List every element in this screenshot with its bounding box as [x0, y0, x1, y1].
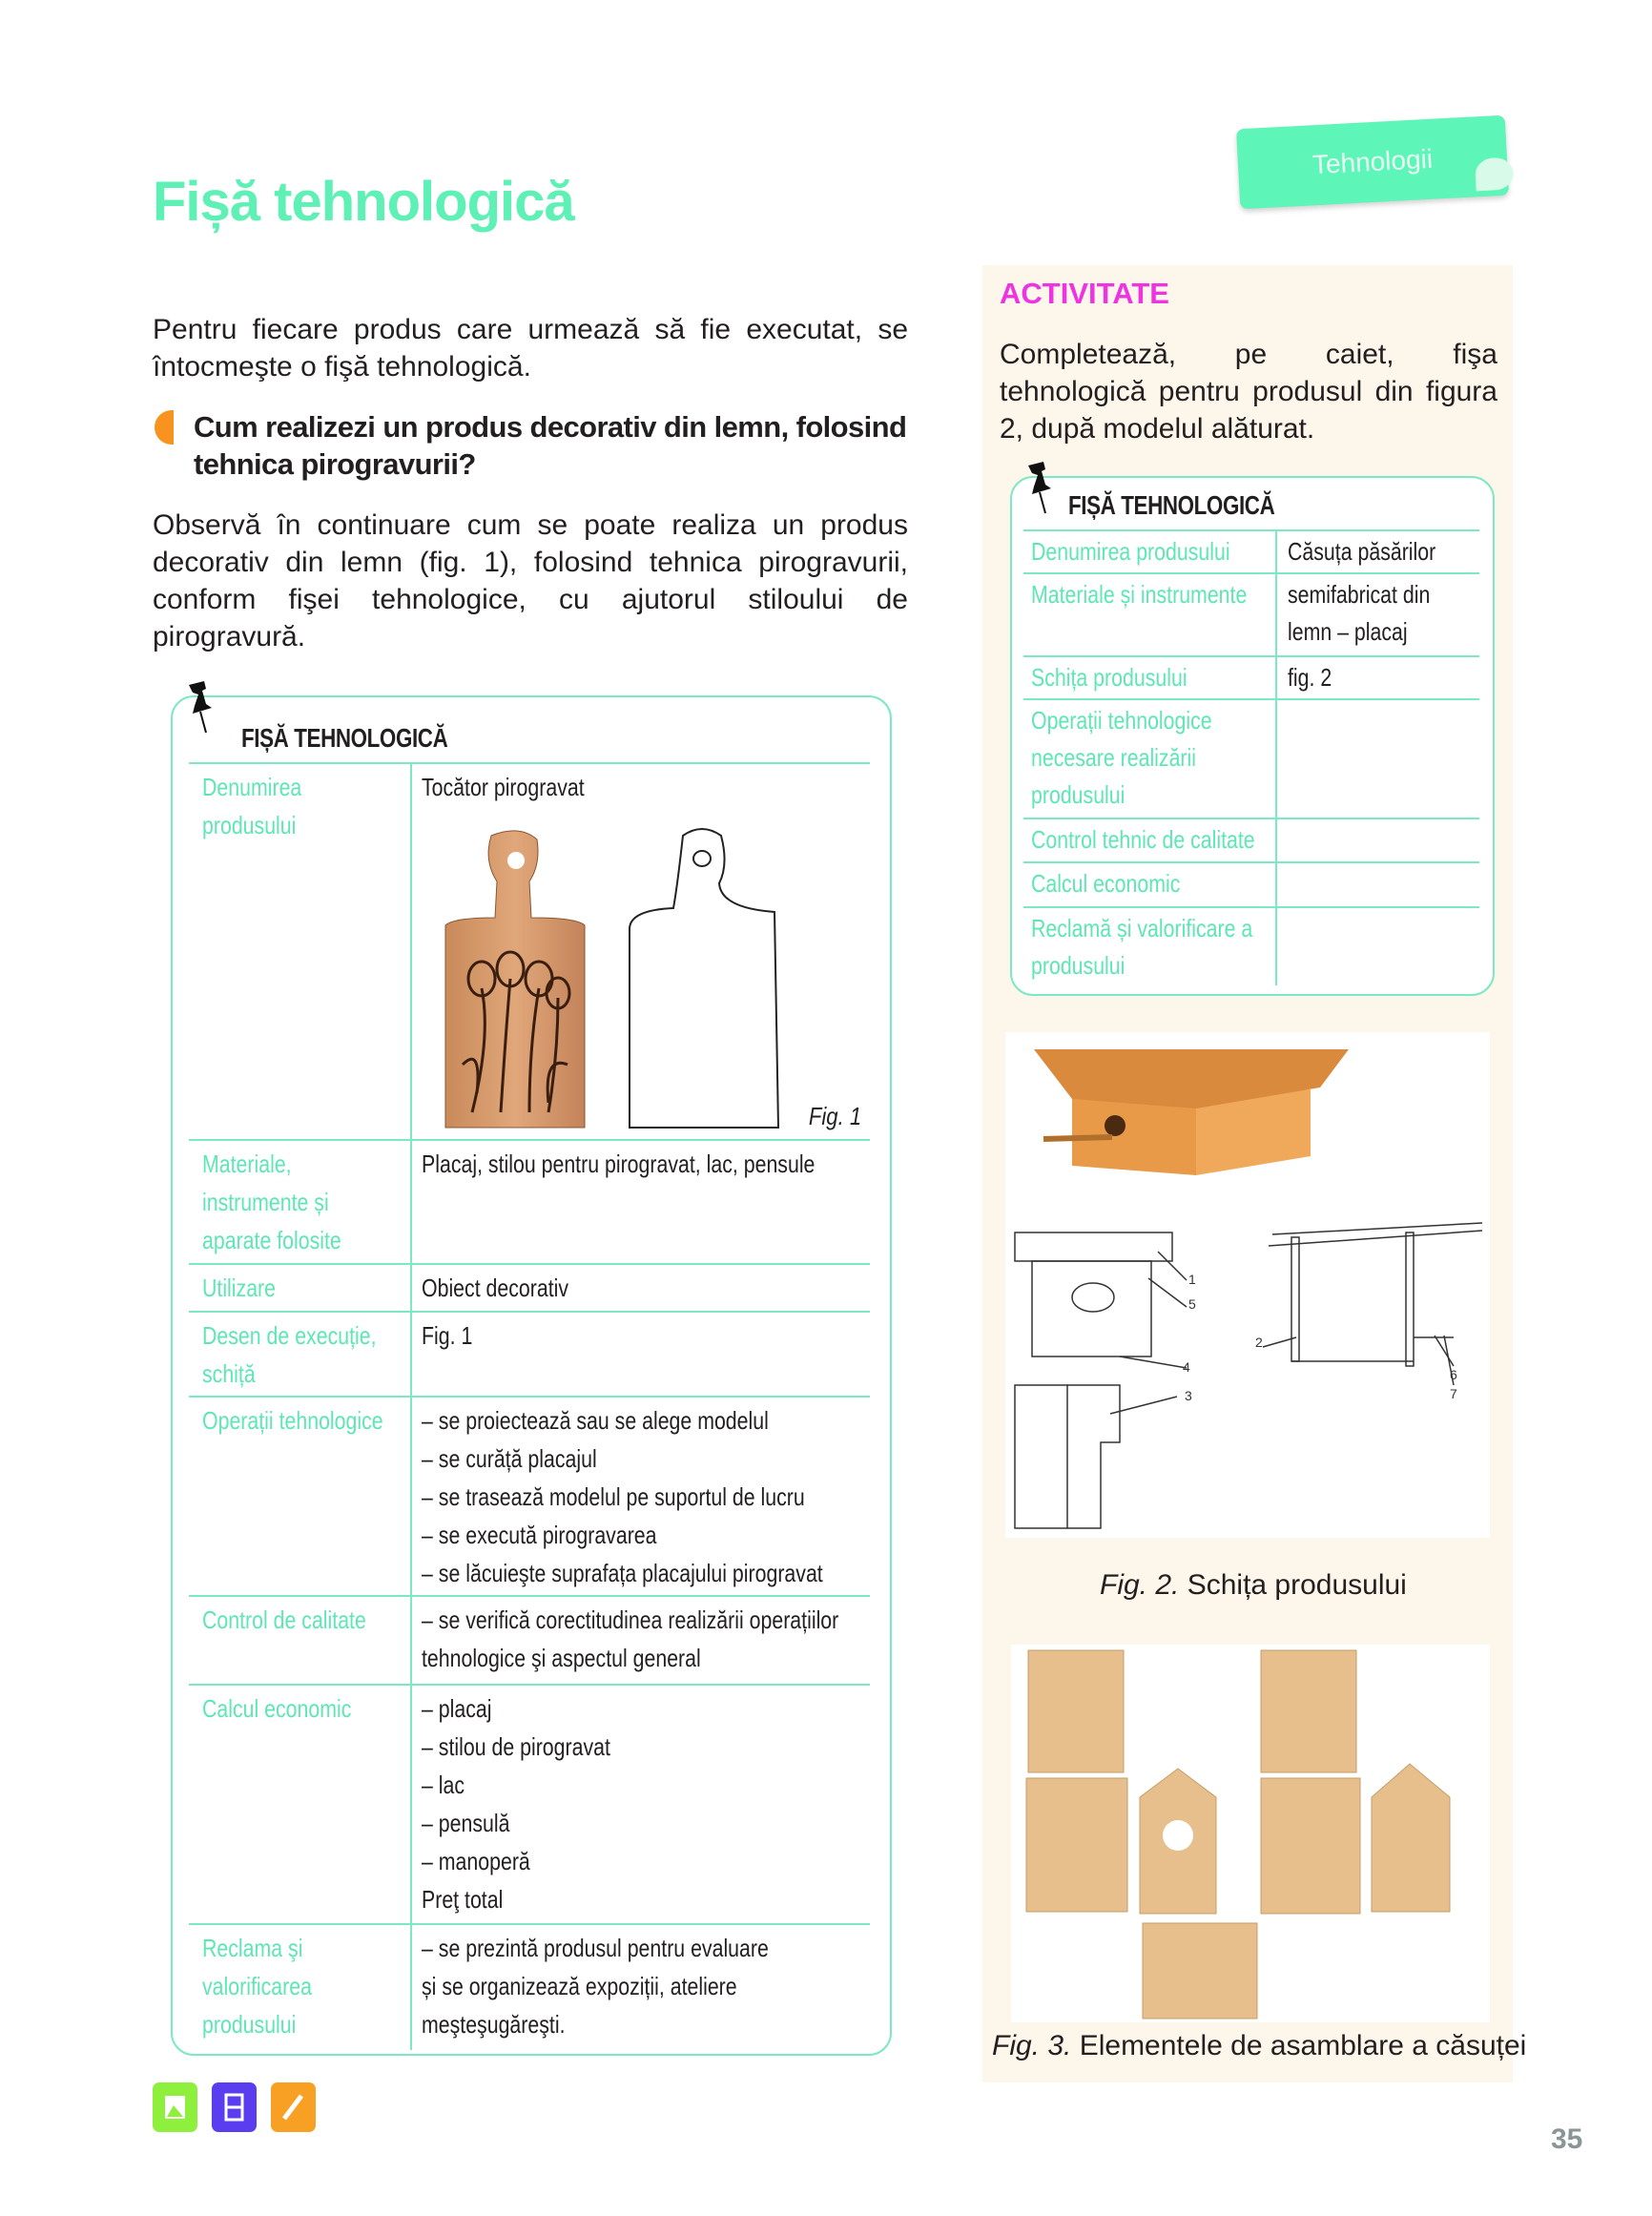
- row-value: Fig. 1: [422, 1321, 473, 1350]
- fig2-callout-7: 7: [1450, 1386, 1457, 1401]
- activity-heading: ACTIVITATE: [1000, 277, 1169, 310]
- row-value: Placaj, stilou pentru pirogravat, lac, pensule: [422, 1149, 816, 1178]
- row-value: – placaj: [422, 1694, 492, 1723]
- fig3-number: Fig. 3.: [992, 2030, 1072, 2061]
- fig2-callout-6: 6: [1450, 1367, 1457, 1382]
- row-label: Reclamă și valorificare a: [1031, 914, 1253, 942]
- row-value: Căsuța păsărilor: [1288, 537, 1436, 566]
- row-label: Control tehnic de calitate: [1031, 825, 1255, 854]
- page-curl-decoration: [1475, 156, 1515, 191]
- fig3-caption: [992, 2030, 1526, 2062]
- pushpin-icon: [1021, 460, 1063, 517]
- row-value: Obiect decorativ: [422, 1274, 569, 1302]
- fig2-caption: [1100, 1569, 1407, 1602]
- row-label: Utilizare: [202, 1274, 277, 1302]
- row-value: Preţ total: [422, 1885, 504, 1914]
- page-number: 35: [1551, 2123, 1583, 2155]
- row-label: Reclama şi: [202, 1934, 303, 1962]
- fig3-birdhouse-parts-image: [1011, 1645, 1490, 2022]
- row-value: lemn – placaj: [1288, 617, 1408, 646]
- row-label: necesare realizării: [1031, 743, 1197, 772]
- fig2-callout-4: 4: [1183, 1359, 1190, 1375]
- row-label: Calcul economic: [202, 1694, 352, 1723]
- question-marker-icon: [155, 410, 174, 445]
- row-divider: [1023, 906, 1479, 908]
- row-divider: [1023, 572, 1479, 574]
- activity-text: Completează, pe caiet, fişa tehnologică pentru produsul din figura 2, după modelul alăturat.: [1000, 339, 1497, 445]
- row-label: schiță: [202, 1359, 256, 1388]
- activity-sheet-title: FIȘĂ TEHNOLOGICĂ: [1068, 490, 1275, 520]
- row-value: fig. 2: [1288, 663, 1332, 692]
- row-value: – se proiectează sau se alege modelul: [422, 1406, 769, 1435]
- column-divider: [410, 762, 412, 2050]
- fig2-caption-text: Schița produsului: [1179, 1569, 1407, 1601]
- fig2-number: Fig. 2.: [1100, 1569, 1180, 1601]
- row-label: Denumirea produsului: [1031, 537, 1230, 566]
- chapter-tab-label: Tehnologii: [1311, 143, 1434, 180]
- fig2-birdhouse-sketch: [1005, 1032, 1490, 1538]
- row-value: semifabricat din: [1288, 580, 1431, 609]
- row-value: – stilou de pirogravat: [422, 1732, 610, 1761]
- row-value: – se trasează modelul pe suportul de lucru: [422, 1482, 805, 1511]
- row-value: – pensulă: [422, 1809, 510, 1837]
- row-value: – se prezintă produsul pentru evaluare: [422, 1934, 769, 1962]
- intro-paragraph: Pentru fiecare produs care urmează să fie executat, se întocmeşte o fişă tehnologică.: [153, 314, 908, 383]
- pencil-icon[interactable]: [271, 2082, 316, 2132]
- row-value: – se lăcuieşte suprafața placajului pirogravat: [422, 1559, 823, 1587]
- observe-paragraph: Observă în continuare cum se poate realiza un produs decorativ din lemn (fig. 1), folosind tehnica pirogravurii, conform fişei tehnologice, cu ajutorul stiloului de pirogravură.: [153, 509, 908, 652]
- row-value: – se execută pirogravarea: [422, 1521, 657, 1549]
- row-label: produsului: [1031, 951, 1125, 980]
- row-value: – se curăță placajul: [422, 1444, 597, 1473]
- fig2-callout-1: 1: [1188, 1272, 1196, 1287]
- row-label: instrumente și: [202, 1188, 329, 1216]
- row-divider: [189, 1684, 870, 1686]
- fig1-engraved-board-image: [434, 826, 606, 1131]
- row-label: valorificarea: [202, 1972, 312, 2000]
- row-label: Schița produsului: [1031, 663, 1187, 692]
- row-value: și se organizează expoziții, ateliere: [422, 1972, 737, 2000]
- fig3-caption-text: Elementele de asamblare a căsuței: [1071, 2030, 1527, 2061]
- fig2-callout-2: 2: [1255, 1335, 1263, 1350]
- chapter-tab[interactable]: [1236, 115, 1509, 210]
- question-heading: Cum realizezi un produs decorativ din lemn, folosind tehnica pirogravurii?: [194, 410, 907, 481]
- row-divider: [1023, 861, 1479, 863]
- row-label: aparate folosite: [202, 1226, 341, 1254]
- row-divider: [1023, 655, 1479, 657]
- row-divider: [1023, 698, 1479, 700]
- row-label: Control de calitate: [202, 1605, 366, 1634]
- row-divider: [189, 1311, 870, 1313]
- row-value: – lac: [422, 1771, 465, 1799]
- row-value: – manoperă: [422, 1847, 530, 1875]
- row-label: Materiale,: [202, 1149, 292, 1178]
- row-label: produsului: [202, 811, 297, 839]
- row-divider: [1023, 818, 1479, 819]
- pushpin-icon: [181, 679, 223, 736]
- row-label: Denumirea: [202, 773, 302, 801]
- sheet-title: FIȘĂ TEHNOLOGICĂ: [241, 723, 448, 753]
- row-divider: [189, 1396, 870, 1398]
- fig1-board-outline-drawing: [626, 826, 788, 1131]
- image-icon[interactable]: [153, 2082, 197, 2132]
- row-value: tehnologice şi aspectul general: [422, 1644, 701, 1672]
- film-icon[interactable]: [212, 2082, 257, 2132]
- row-value: meşteşugăreşti.: [422, 2010, 566, 2039]
- fig2-callout-5: 5: [1188, 1296, 1196, 1312]
- row-label: Desen de execuție,: [202, 1321, 377, 1350]
- column-divider: [1275, 529, 1277, 985]
- row-divider: [189, 1923, 870, 1925]
- row-divider: [189, 1595, 870, 1597]
- row-divider: [189, 1139, 870, 1141]
- row-label: Operații tehnologice: [202, 1406, 383, 1435]
- row-label: Operații tehnologice: [1031, 706, 1212, 735]
- row-divider: [189, 762, 870, 764]
- fig1-label: Fig. 1: [808, 1102, 862, 1130]
- row-label: produsului: [1031, 780, 1125, 809]
- page-title: Fișă tehnologică: [153, 171, 574, 233]
- row-label: Materiale și instrumente: [1031, 580, 1248, 609]
- row-value: – se verifică corectitudinea realizării operațiilor: [422, 1605, 839, 1634]
- fig2-callout-3: 3: [1185, 1388, 1192, 1403]
- row-label: Calcul economic: [1031, 869, 1181, 898]
- row-value: Tocător pirogravat: [422, 773, 585, 801]
- row-label: produsului: [202, 2010, 297, 2039]
- row-divider: [189, 1263, 870, 1265]
- row-divider: [1023, 529, 1479, 531]
